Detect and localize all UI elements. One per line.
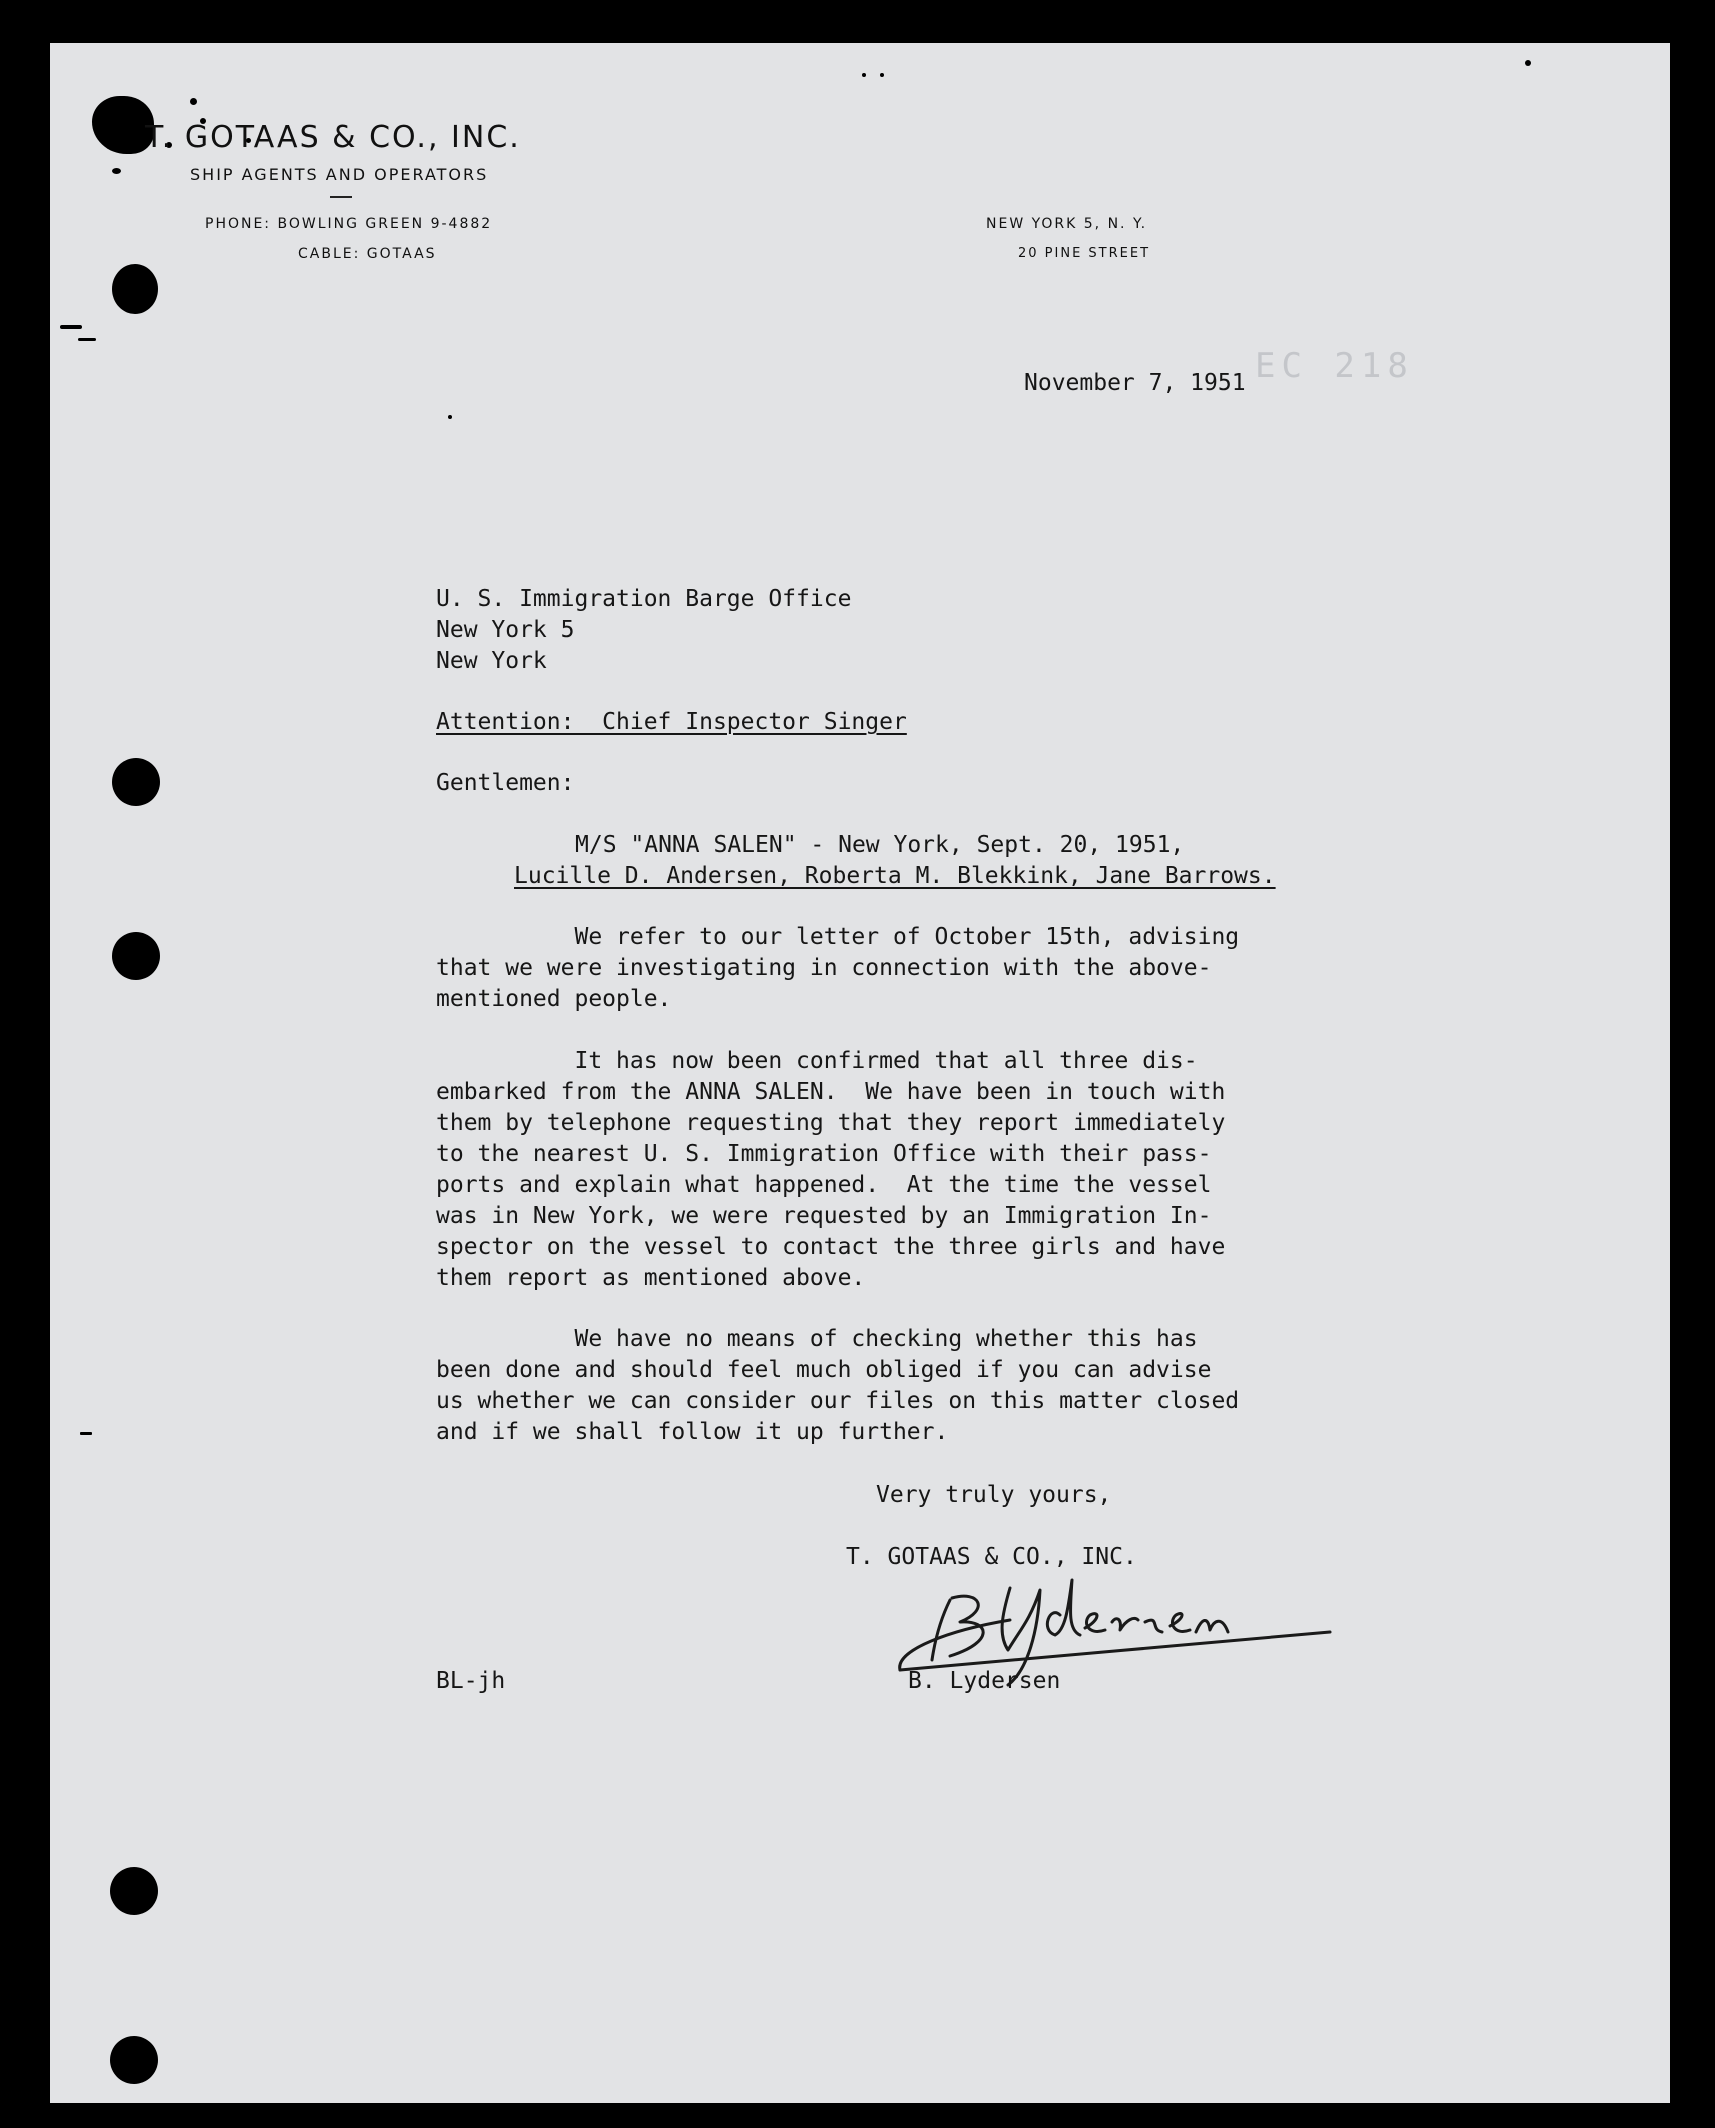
typist-initials: BL-jh [436,1668,506,1694]
ink-speck [78,338,96,341]
punch-hole [112,264,158,314]
punch-hole [110,1867,158,1915]
company-name: T. GOTAAS & CO., INC. [145,120,521,155]
subject-line-1: M/S "ANNA SALEN" - New York, Sept. 20, 1951, [575,832,1185,858]
company-phone: PHONE: BOWLING GREEN 9-4882 [205,216,493,232]
company-street: 20 PINE STREET [1018,246,1151,261]
address-line-1: U. S. Immigration Barge Office [436,586,852,612]
ink-speck [190,98,197,105]
valediction: Very truly yours, [876,1482,1112,1508]
body-paragraph-3: We have no means of checking whether this has been done and should feel much obliged if you can advise us whether we can consider our files on this matter closed and if we shall follow it up further. [436,1326,1240,1445]
letterhead-divider [330,196,352,198]
ink-speck [112,168,121,174]
closing-company: T. GOTAAS & CO., INC. [846,1544,1137,1570]
subject-line-2: Lucille D. Andersen, Roberta M. Blekkink, Jane Barrows. [514,863,1276,889]
salutation: Gentlemen: [436,770,575,796]
signer-name: B. Lydersen [908,1668,1061,1694]
ink-speck [880,73,884,77]
ink-speck [60,325,82,329]
address-line-2: New York 5 [436,617,575,643]
attention-line: Attention: Chief Inspector Singer [436,709,907,735]
company-city: NEW YORK 5, N. Y. [986,216,1148,232]
filing-stamp: EC 218 [1255,346,1414,386]
address-line-3: New York [436,648,547,674]
ink-speck [862,73,866,77]
company-subtitle: SHIP AGENTS AND OPERATORS [190,165,489,184]
body-paragraph-2: It has now been confirmed that all three dis- embarked from the ANNA SALEN. We have been in touch with them by telephone requesting that they report immediately to the nearest U. S. Immigration Office with their pass- ports and explain what happened. At the time the vessel was in New York, we were requested by an Immigration In- spector on the vessel to contact the three girls and have them report as mentioned above. [436,1048,1226,1291]
ink-speck [80,1432,92,1435]
punch-hole [112,932,160,980]
company-cable: CABLE: GOTAAS [298,246,437,262]
body-paragraph-1: We refer to our letter of October 15th, advising that we were investigating in connection with the above- mentioned people. [436,924,1240,1012]
punch-hole [112,758,160,806]
ink-speck [1525,60,1531,66]
ink-speck [448,415,452,419]
letter-date: November 7, 1951 [1024,370,1246,396]
punch-hole [110,2036,158,2084]
